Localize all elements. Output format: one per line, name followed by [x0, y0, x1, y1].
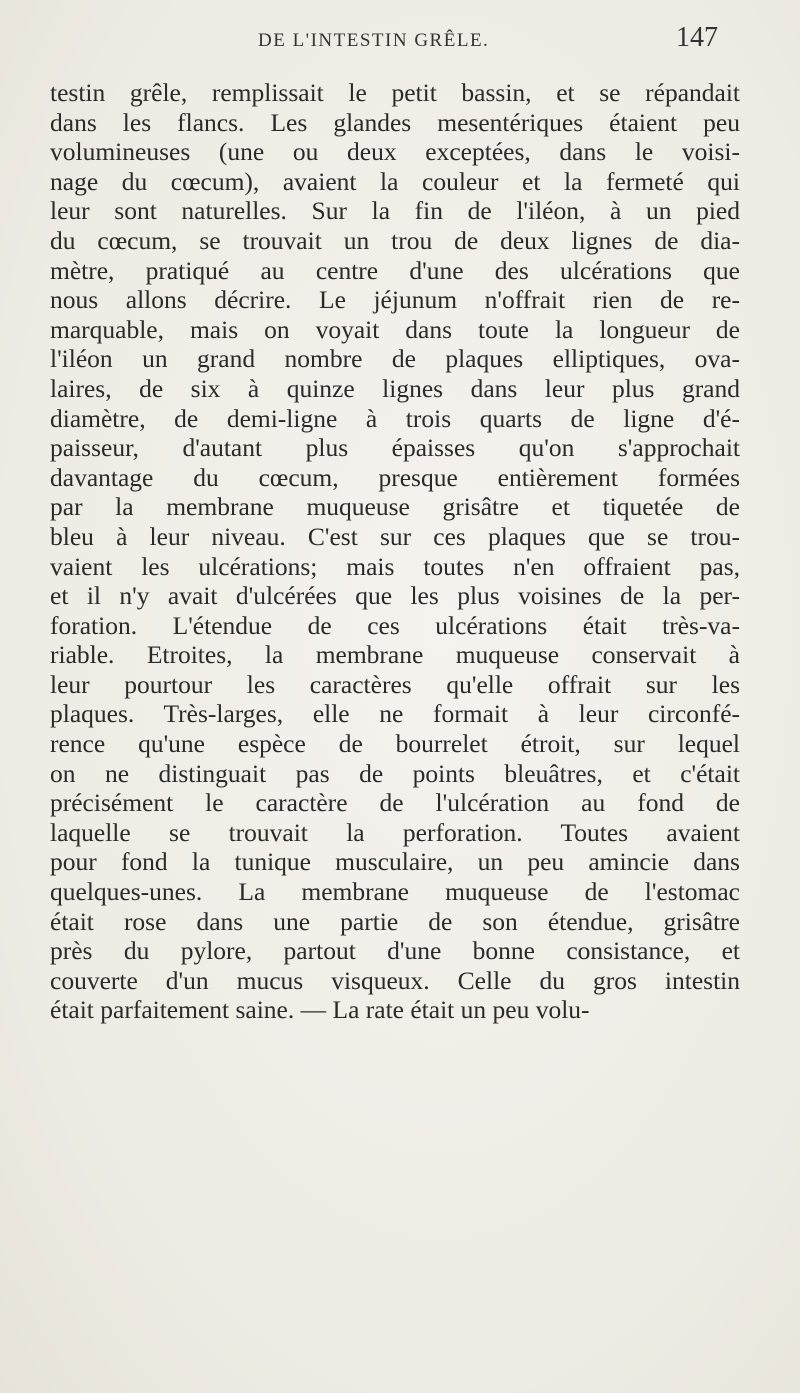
text-line: testin grêle, remplissait le petit bassin, et se répandait	[50, 78, 740, 107]
text-line: nous allons décrire. Le jéjunum n'offrait rien de re-	[50, 285, 740, 315]
text-line: couverte d'un mucus visqueux. Celle du gros intestin	[50, 965, 740, 995]
text-line: était parfaitement saine. — La rate était un peu volu-	[50, 995, 590, 1025]
text-line: laquelle se trouvait la perforation. Toutes avaient	[50, 817, 740, 847]
running-head	[258, 20, 718, 60]
text-line: dans les flancs. Les glandes mesentériques étaient peu	[50, 107, 740, 137]
text-line: précisément le caractère de l'ulcération au fond de	[50, 788, 740, 818]
text-line: davantage du cœcum, presque entièrement formées	[50, 462, 740, 492]
text-line: paisseur, d'autant plus épaisses qu'on s'approchait	[50, 433, 740, 463]
text-line: nage du cœcum), avaient la couleur et la fermeté qui	[50, 166, 740, 196]
text-line: l'iléon un grand nombre de plaques elliptiques, ova-	[50, 344, 740, 374]
text-line: laires, de six à quinze lignes dans leur plus grand	[50, 373, 740, 403]
text-line: marquable, mais on voyait dans toute la longueur de	[50, 314, 740, 344]
page-number: 147	[676, 22, 718, 53]
text-line: volumineuses (une ou deux exceptées, dans le voisi-	[50, 137, 740, 167]
text-line: pour fond la tunique musculaire, un peu amincie dans	[50, 847, 740, 877]
body-text	[50, 78, 740, 1025]
text-line: foration. L'étendue de ces ulcérations était très-va-	[50, 610, 740, 640]
text-line: leur sont naturelles. Sur la fin de l'iléon, à un pied	[50, 196, 740, 226]
running-title: DE L'INTESTIN GRÊLE.	[258, 30, 490, 51]
text-line: vaient les ulcérations; mais toutes n'en offraient pas,	[50, 551, 740, 581]
text-line: mètre, pratiqué au centre d'une des ulcérations que	[50, 255, 740, 285]
text-line: près du pylore, partout d'une bonne consistance, et	[50, 936, 740, 966]
text-line: quelques-unes. La membrane muqueuse de l'estomac	[50, 877, 740, 907]
text-line: diamètre, de demi-ligne à trois quarts de ligne d'é-	[50, 403, 740, 433]
text-line: bleu à leur niveau. C'est sur ces plaques que se trou-	[50, 521, 740, 551]
text-line: leur pourtour les caractères qu'elle offrait sur les	[50, 669, 740, 699]
text-line: plaques. Très-larges, elle ne formait à leur circonfé-	[50, 699, 740, 729]
text-line: par la membrane muqueuse grisâtre et tiquetée de	[50, 492, 740, 522]
text-line: rence qu'une espèce de bourrelet étroit, sur lequel	[50, 729, 740, 759]
text-line: du cœcum, se trouvait un trou de deux lignes de dia-	[50, 225, 740, 255]
text-line: et il n'y avait d'ulcérées que les plus voisines de la per-	[50, 581, 740, 611]
text-line: on ne distinguait pas de points bleuâtres, et c'était	[50, 758, 740, 788]
text-line: était rose dans une partie de son étendue, grisâtre	[50, 906, 740, 936]
text-line: riable. Etroites, la membrane muqueuse conservait à	[50, 640, 740, 670]
